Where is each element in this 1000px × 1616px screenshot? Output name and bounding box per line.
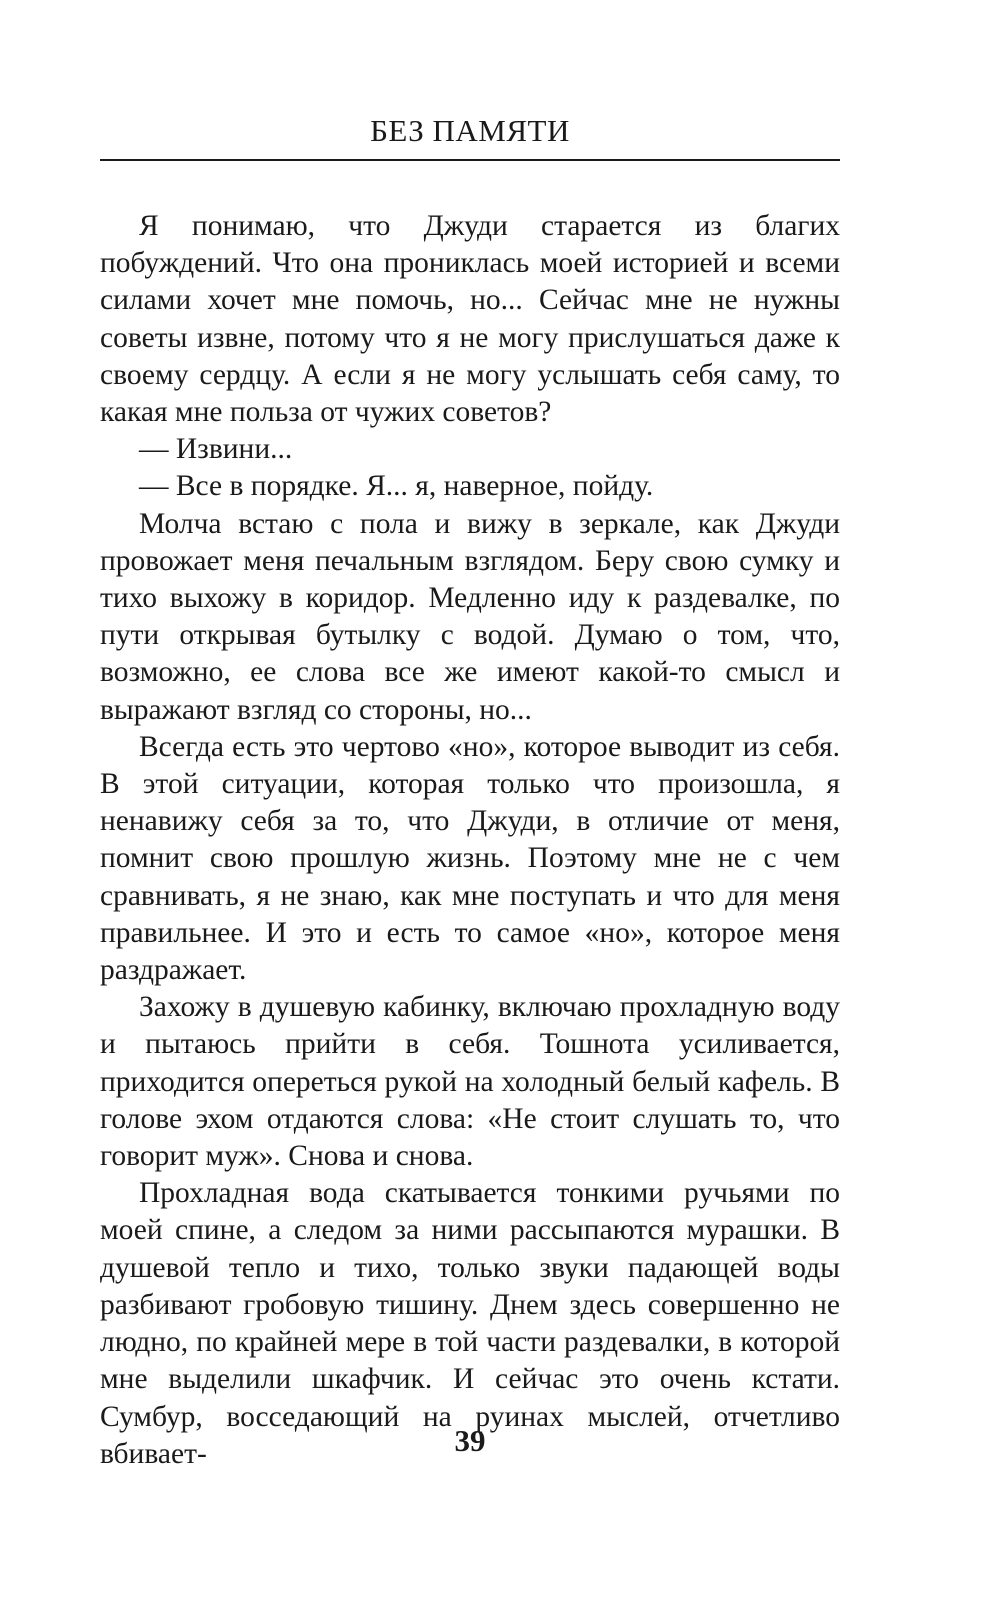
paragraph: Я понимаю, что Джуди старается из благих побуждений. Что она прониклась моей историей и всеми силами хочет мне помочь, но... Сейчас мне не нужны советы извне, потому что я не могу прислушаться даже к своему сердцу. А если я не могу услышать себя саму, то какая мне польза от чужих советов? <box>100 210 840 429</box>
paragraph: Молча встаю с пола и вижу в зеркале, как Джуди провожает меня печальным взглядом. Беру свою сумку и тихо выхожу в коридор. Медленно иду к раздевалке, по пути открывая бутылку с водой. Думаю о том, что, возможно, ее слова все же имеют какой-то смысл и выражают взгляд со стороны, но... <box>100 507 840 726</box>
page-number: 39 <box>454 1423 486 1458</box>
body-text <box>100 208 840 1473</box>
running-head: БЕЗ ПАМЯТИ <box>370 113 570 148</box>
header-rule <box>100 159 840 161</box>
paragraph: Захожу в душевую кабинку, включаю прохладную воду и пытаюсь прийти в себя. Тошнота усиливается, приходится опереться рукой на холодный белый кафель. В голове эхом отдаются слова: «Не стоит слушать то, что говорит муж». Снова и снова. <box>100 991 840 1173</box>
paragraph: Всегда есть это чертово «но», которое выводит из себя. В этой ситуации, которая только что произошла, я ненавижу себя за то, что Джуди, в отличие от меня, помнит свою прошлую жизнь. Поэтому мне не с чем сравнивать, я не знаю, как мне поступать и что для меня правильнее. И это и есть то самое «но», которое меня раздражает. <box>100 730 840 987</box>
paragraph: — Извини... <box>139 433 293 466</box>
paragraph: — Все в порядке. Я... я, наверное, пойду. <box>139 470 654 503</box>
paragraph: Прохладная вода скатывается тонкими ручьями по моей спине, а следом за ними рассыпаются мурашки. В душевой тепло и тихо, только звуки падающей воды разбивают гробовую тишину. Днем здесь совершенно не людно, по крайней мере в той части раздевалки, в которой мне выделили шкафчик. И сейчас это очень кстати. Сумбур, восседающий на руинах мыслей, отчетливо вбивает- <box>100 1177 840 1470</box>
